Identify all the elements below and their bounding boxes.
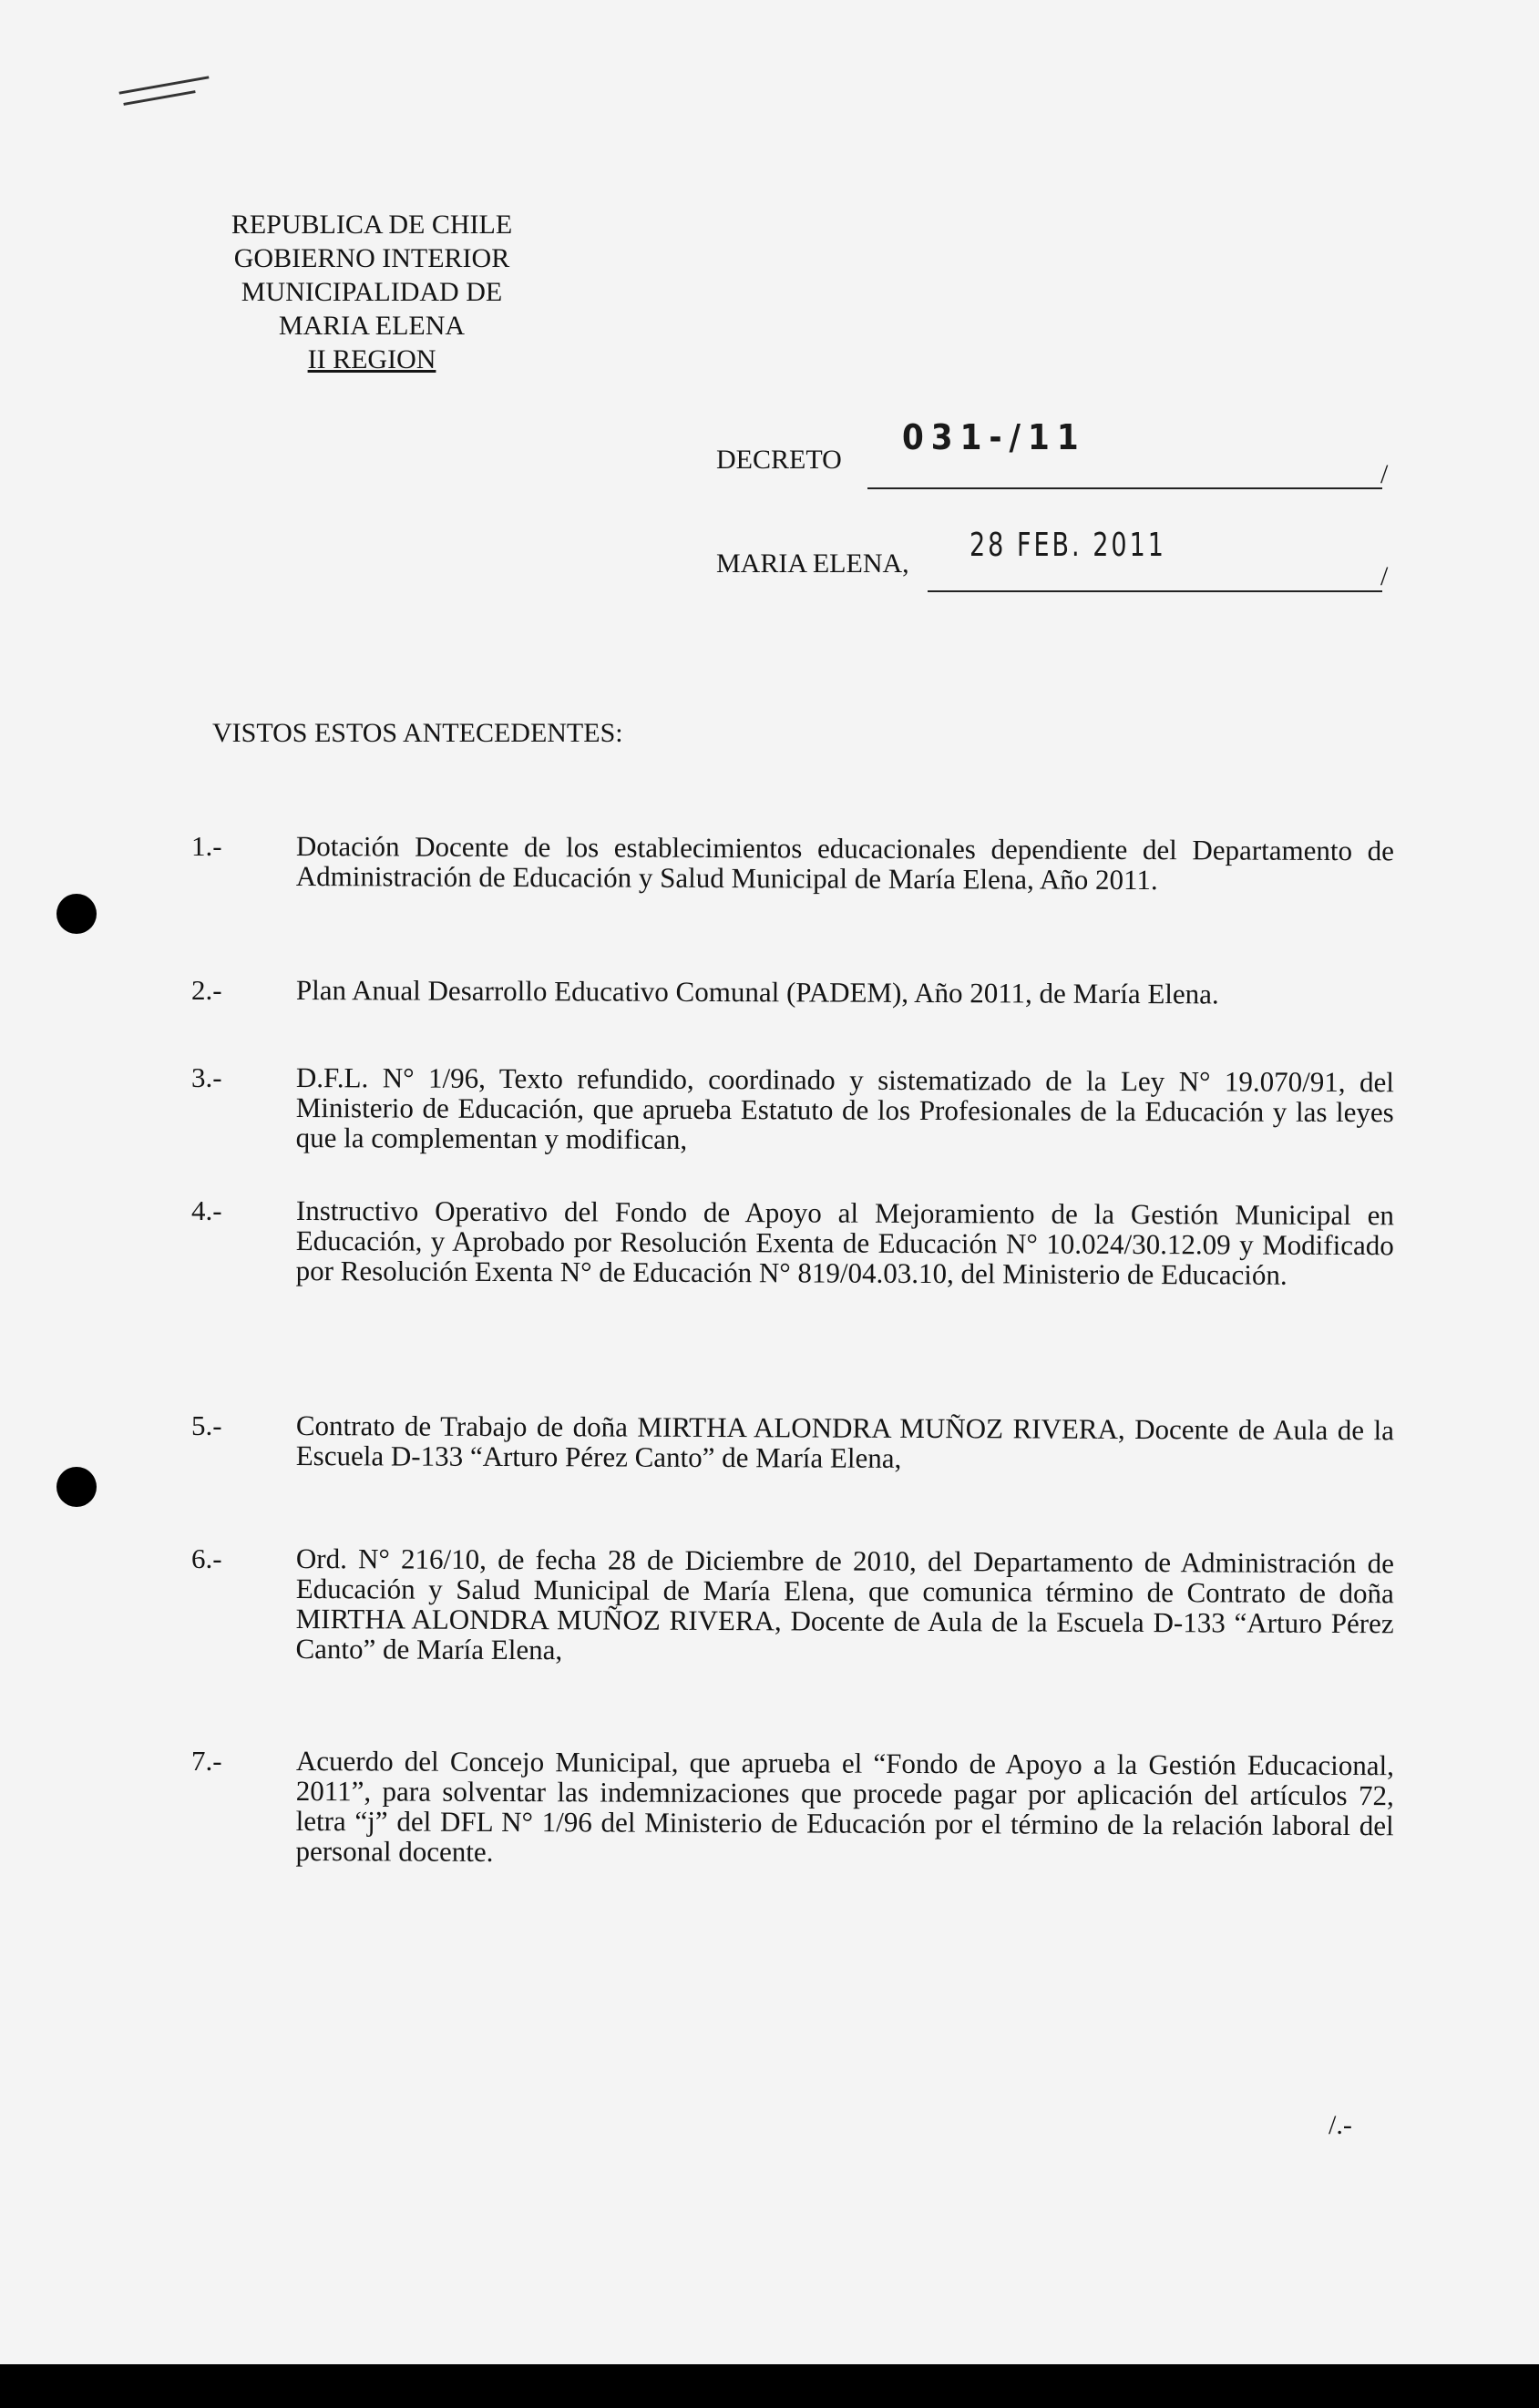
- item-number: 4.-: [191, 1194, 222, 1226]
- item-number: 1.-: [191, 830, 222, 862]
- decreto-number-stamp: 031-/11: [902, 417, 1086, 457]
- date-end: /: [1380, 561, 1389, 591]
- vistos-heading: VISTOS ESTOS ANTECEDENTES:: [212, 718, 623, 748]
- antecedent-item: [191, 830, 1394, 897]
- pen-scratch-mark: [123, 90, 195, 106]
- letterhead-line: REPUBLICA DE CHILE: [231, 210, 513, 240]
- item-number: 7.-: [191, 1745, 222, 1777]
- decreto-underline: [867, 487, 1382, 489]
- date-stamp: 28 FEB. 2011: [970, 527, 1166, 564]
- antecedent-item: [191, 1409, 1394, 1474]
- antecedent-item: [191, 1746, 1394, 1866]
- letterhead-line: MUNICIPALIDAD DE: [241, 277, 503, 307]
- item-text: Ord. N° 216/10, de fecha 28 de Diciembre de 2010, del Departamento de Administración de Educación y Salud Municipal de María Elena, que comunica término de Contrato de doña MIRTHA ALONDRA MUÑOZ RIVERA, Docente de Aula de la Escuela D-133 “Arturo Pérez Canto” de María Elena,: [295, 1542, 1394, 1666]
- item-text: Plan Anual Desarrollo Educativo Comunal (PADEM), Año 2011, de María Elena.: [295, 974, 1219, 1010]
- page-continue-mark: /.-: [1329, 2110, 1352, 2140]
- punch-hole: [56, 1467, 97, 1507]
- antecedent-item: [191, 1194, 1394, 1291]
- item-text: Instructivo Operativo del Fondo de Apoyo al Mejoramiento de la Gestión Municipal en Educación, y Aprobado por Resolución Exenta de Educación N° 10.024/30.12.09 y Modificado por Resolución Exenta N° de Educación N° 819/04.03.10, del Ministerio de Educación.: [295, 1194, 1394, 1291]
- item-number: 5.-: [191, 1409, 222, 1441]
- antecedent-item: [191, 1543, 1394, 1664]
- item-text: D.F.L. N° 1/96, Texto refundido, coordinado y sistematizado de la Ley N° 19.070/91, del Ministerio de Educación, que aprueba Estatuto de los Profesionales de la Educación y las leyes que la complementan y modifican,: [295, 1061, 1394, 1155]
- letterhead-line: MARIA ELENA: [278, 311, 466, 341]
- letterhead-line: II REGION: [307, 344, 436, 374]
- decreto-label: DECRETO: [716, 445, 842, 475]
- punch-hole: [56, 894, 97, 934]
- item-text: Contrato de Trabajo de doña MIRTHA ALONDRA MUÑOZ RIVERA, Docente de Aula de la Escuela D-133 “Arturo Pérez Canto” de María Elena,: [295, 1409, 1394, 1474]
- place-label: MARIA ELENA,: [716, 548, 909, 579]
- pen-scratch-mark: [118, 76, 209, 94]
- letterhead: [199, 208, 545, 376]
- item-text: Dotación Docente de los establecimientos educacionales dependiente del Departamento de Administración de Educación y Salud Municipal de María Elena, Año 2011.: [295, 830, 1394, 897]
- letterhead-line: GOBIERNO INTERIOR: [233, 243, 510, 273]
- item-number: 3.-: [191, 1061, 222, 1093]
- date-underline: [928, 590, 1382, 592]
- scan-border: [0, 2364, 1539, 2408]
- decreto-end: /: [1380, 459, 1389, 489]
- item-text: Acuerdo del Concejo Municipal, que aprueba el “Fondo de Apoyo a la Gestión Educacional, 2011”, para solventar las indemnizaciones que procede pagar por aplicación del artículos 72, letra “j” del DFL N° 1/96 del Ministerio de Educación por el término de la relación laboral del personal docente.: [295, 1745, 1394, 1868]
- antecedent-item: [191, 974, 1394, 1010]
- item-number: 6.-: [191, 1542, 222, 1574]
- antecedent-item: [191, 1062, 1394, 1153]
- item-number: 2.-: [191, 974, 222, 1006]
